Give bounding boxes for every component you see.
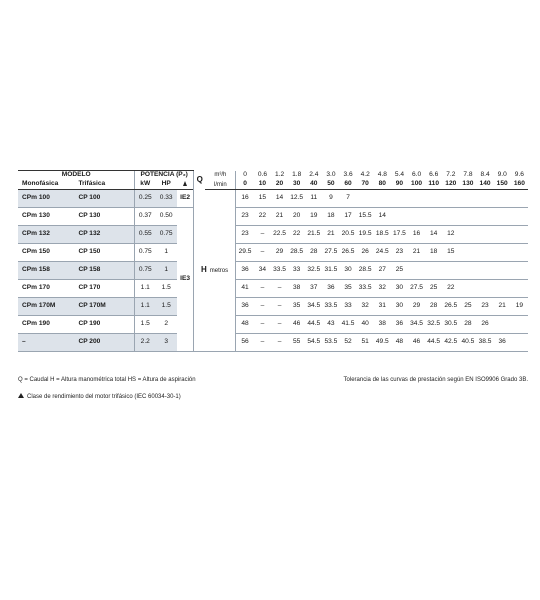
head-value: 31 (374, 298, 391, 316)
power-kw: 1.5 (135, 316, 155, 334)
power-kw: 0.37 (135, 208, 155, 226)
head-value: 26.5 (339, 244, 356, 262)
power-hp: 1 (155, 244, 177, 262)
ie2-class: IE2 (177, 190, 193, 208)
head-value: 28.5 (288, 244, 305, 262)
head-value: 48 (391, 334, 408, 352)
lmin-unit: l/min (205, 180, 235, 190)
head-value: 18 (322, 208, 339, 226)
head-value: 29 (408, 298, 425, 316)
flow-lmin-14: 140 (476, 180, 493, 190)
head-value: 15 (442, 244, 459, 262)
head-value (442, 190, 459, 208)
model-mono: CPm 100 (18, 190, 74, 208)
head-value (494, 280, 511, 298)
flow-lmin-1: 10 (254, 180, 271, 190)
head-value: 27.5 (408, 280, 425, 298)
head-value (391, 208, 408, 226)
head-value (459, 226, 476, 244)
power-hp: 3 (155, 334, 177, 352)
head-value (374, 190, 391, 208)
head-value: 43 (322, 316, 339, 334)
head-value (511, 262, 528, 280)
head-value: 14 (425, 226, 442, 244)
ie3-class: IE3 (177, 208, 193, 352)
model-mono: CPm 170 (18, 280, 74, 298)
head-value (357, 190, 374, 208)
table-row (18, 334, 528, 352)
head-value (511, 226, 528, 244)
head-value (408, 190, 425, 208)
model-tri: CP 170M (74, 298, 134, 316)
ie-class-icon (177, 180, 193, 190)
head-value: 26.5 (442, 298, 459, 316)
power-kw: 0.75 (135, 244, 155, 262)
head-value: 23 (391, 244, 408, 262)
head-value: 28 (459, 316, 476, 334)
head-value: 18 (425, 244, 442, 262)
head-value: 49.5 (374, 334, 391, 352)
head-value: 40.5 (459, 334, 476, 352)
flow-lmin-13: 130 (459, 180, 476, 190)
model-tri: CP 170 (74, 280, 134, 298)
head-value (459, 208, 476, 226)
power-kw: 0.55 (135, 226, 155, 244)
flow-m3h-4: 2.4 (309, 170, 319, 178)
kw-header: kW (135, 180, 155, 190)
head-value: 29 (271, 244, 288, 262)
head-value: 23 (476, 298, 493, 316)
power-hp: 2 (155, 316, 177, 334)
triangle-icon (18, 393, 24, 398)
flow-lmin-2: 20 (271, 180, 288, 190)
head-value: 54.5 (305, 334, 322, 352)
head-value (494, 190, 511, 208)
head-value: 36 (494, 334, 511, 352)
head-value: 28.5 (357, 262, 374, 280)
head-value: 16 (408, 226, 425, 244)
flow-lmin-7: 70 (357, 180, 374, 190)
tolerance-note: Tolerancia de las curvas de prestación según EN ISO9906 Grado 3B. (343, 377, 528, 383)
monofasica-header: Monofásica (18, 180, 74, 190)
head-value (459, 262, 476, 280)
potencia-header: POTENCIA (P₂) (135, 171, 193, 181)
head-value: 36 (322, 280, 339, 298)
head-value: 23 (236, 226, 254, 244)
motor-class-note: Clase de rendimiento del motor trifásico (IEC 60034-30-1) (27, 394, 181, 400)
flow-m3h-6: 3.6 (343, 170, 353, 178)
head-value: 21 (494, 298, 511, 316)
power-hp: 0.75 (155, 226, 177, 244)
head-value: 15.5 (357, 208, 374, 226)
head-value (425, 190, 442, 208)
head-value: 53.5 (322, 334, 339, 352)
head-value (494, 208, 511, 226)
head-value (425, 262, 442, 280)
power-kw: 1.1 (135, 280, 155, 298)
flow-lmin-0: 0 (236, 180, 254, 190)
model-tri: CP 100 (74, 190, 134, 208)
flow-m3h-3: 1.8 (292, 170, 302, 178)
head-value: 30 (391, 298, 408, 316)
power-hp: 1 (155, 262, 177, 280)
head-value: 23 (236, 208, 254, 226)
flow-lmin-9: 90 (391, 180, 408, 190)
model-tri: CP 130 (74, 208, 134, 226)
flow-m3h-9: 5.4 (394, 170, 404, 178)
head-value: 9 (322, 190, 339, 208)
model-mono: – (18, 334, 74, 352)
power-kw: 0.25 (135, 190, 155, 208)
model-tri: CP 200 (74, 334, 134, 352)
head-value: 20 (288, 208, 305, 226)
head-value (494, 262, 511, 280)
head-value (442, 262, 459, 280)
modelo-header: MODELO (18, 171, 135, 181)
head-value: 36 (391, 316, 408, 334)
head-value (511, 208, 528, 226)
legend-abbreviations: Q = Caudal H = Altura manométrica total HS = Altura de aspiración (18, 377, 196, 383)
head-value: 34.5 (305, 298, 322, 316)
flow-lmin-8: 80 (374, 180, 391, 190)
head-value (476, 280, 493, 298)
head-value: 46 (288, 316, 305, 334)
head-value (511, 316, 528, 334)
head-value (511, 334, 528, 352)
flow-lmin-5: 50 (322, 180, 339, 190)
head-value: 33 (339, 298, 356, 316)
model-tri: CP 132 (74, 226, 134, 244)
q-label: Q (193, 171, 205, 190)
flow-m3h-8: 4.8 (377, 170, 387, 178)
table-row (18, 244, 528, 262)
legend (18, 377, 528, 405)
table-row (18, 316, 528, 334)
power-kw: 2.2 (135, 334, 155, 352)
head-value: 37 (305, 280, 322, 298)
head-value: 35 (288, 298, 305, 316)
head-value: 19 (305, 208, 322, 226)
head-value: 32.5 (305, 262, 322, 280)
flow-m3h-10: 6.0 (411, 170, 422, 178)
flow-lmin-6: 60 (339, 180, 356, 190)
head-value: 12.5 (288, 190, 305, 208)
flow-lmin-3: 30 (288, 180, 305, 190)
trifasica-header: Trifásica (74, 180, 134, 190)
power-hp: 1.5 (155, 298, 177, 316)
metros-unit: metros (209, 268, 229, 275)
model-mono: CPm 170M (18, 298, 74, 316)
flow-m3h-7: 4.2 (360, 170, 370, 178)
head-value: 12 (442, 226, 459, 244)
head-value: 21.5 (305, 226, 322, 244)
head-value: 30 (391, 280, 408, 298)
head-value: 27 (374, 262, 391, 280)
head-value: – (271, 334, 288, 352)
model-tri: CP 190 (74, 316, 134, 334)
table-row (18, 226, 528, 244)
head-value: 34 (254, 262, 271, 280)
head-value: 42.5 (442, 334, 459, 352)
head-value: 26 (476, 316, 493, 334)
head-value: 22 (442, 280, 459, 298)
head-value: 17.5 (391, 226, 408, 244)
head-value: – (271, 316, 288, 334)
head-value: 28 (305, 244, 322, 262)
performance-table-sheet (18, 170, 528, 352)
head-value: 21 (322, 226, 339, 244)
head-value: 33 (288, 262, 305, 280)
flow-m3h-14: 8.4 (480, 170, 490, 178)
head-value (459, 190, 476, 208)
head-value (476, 208, 493, 226)
head-value: 26 (357, 244, 374, 262)
flow-lmin-11: 110 (425, 180, 442, 190)
head-value (476, 226, 493, 244)
flow-m3h-1: 0.6 (257, 170, 267, 178)
head-value: 27.5 (322, 244, 339, 262)
model-mono: CPm 150 (18, 244, 74, 262)
head-value (459, 244, 476, 262)
head-value (511, 190, 528, 208)
power-hp: 1.5 (155, 280, 177, 298)
flow-m3h-15: 9.0 (497, 170, 507, 178)
head-value: 19 (511, 298, 528, 316)
model-mono: CPm 132 (18, 226, 74, 244)
flow-m3h-12: 7.2 (446, 170, 456, 178)
head-value: 25 (391, 262, 408, 280)
head-value: 25 (459, 298, 476, 316)
model-mono: CPm 130 (18, 208, 74, 226)
head-value: 25 (425, 280, 442, 298)
head-label-cell (193, 190, 235, 352)
head-value: – (271, 298, 288, 316)
model-mono: CPm 158 (18, 262, 74, 280)
hp-header: HP (155, 180, 177, 190)
head-value (442, 208, 459, 226)
head-value: 38.5 (476, 334, 493, 352)
head-value: 38 (288, 280, 305, 298)
head-value: 34.5 (408, 316, 425, 334)
table-row (18, 280, 528, 298)
table-row (18, 262, 528, 280)
flow-lmin-16: 160 (511, 180, 528, 190)
flow-m3h-2: 1.2 (274, 170, 285, 178)
flow-lmin-10: 100 (408, 180, 425, 190)
power-kw: 1.1 (135, 298, 155, 316)
head-value: 51 (357, 334, 374, 352)
head-value: 32 (374, 280, 391, 298)
head-value: 21 (408, 244, 425, 262)
head-value: 40 (357, 316, 374, 334)
head-value: 55 (288, 334, 305, 352)
head-value (476, 262, 493, 280)
head-value: 35 (339, 280, 356, 298)
head-value: 16 (236, 190, 254, 208)
flow-lmin-15: 150 (494, 180, 511, 190)
head-value: 32 (357, 298, 374, 316)
head-value: 29.5 (236, 244, 254, 262)
head-value (494, 244, 511, 262)
head-value (511, 244, 528, 262)
flow-m3h-5: 3.0 (326, 170, 336, 178)
flow-lmin-12: 120 (442, 180, 459, 190)
head-value: 32.5 (425, 316, 442, 334)
head-value: 41 (236, 280, 254, 298)
h-label: H (200, 265, 207, 275)
model-tri: CP 150 (74, 244, 134, 262)
head-value (476, 244, 493, 262)
head-value (408, 208, 425, 226)
head-value: 31.5 (322, 262, 339, 280)
head-value: 22 (288, 226, 305, 244)
head-value (494, 226, 511, 244)
head-value: 22 (254, 208, 271, 226)
performance-table (18, 170, 528, 352)
head-value: – (254, 316, 271, 334)
head-value: 19.5 (357, 226, 374, 244)
head-value: – (254, 298, 271, 316)
model-mono: CPm 190 (18, 316, 74, 334)
head-value: 17 (339, 208, 356, 226)
head-value: 36 (236, 262, 254, 280)
head-value: 33.5 (322, 298, 339, 316)
head-value: 21 (271, 208, 288, 226)
head-value (391, 190, 408, 208)
head-value: 24.5 (374, 244, 391, 262)
head-value: 33.5 (357, 280, 374, 298)
model-tri: CP 158 (74, 262, 134, 280)
head-value: 52 (339, 334, 356, 352)
table-row (18, 208, 528, 226)
head-value: 33.5 (271, 262, 288, 280)
head-value: 30.5 (442, 316, 459, 334)
head-value (408, 262, 425, 280)
flow-m3h-0: 0 (236, 171, 254, 181)
head-value: 44.5 (305, 316, 322, 334)
head-value: – (254, 334, 271, 352)
head-value: 7 (339, 190, 356, 208)
power-hp: 0.33 (155, 190, 177, 208)
head-value: – (254, 226, 271, 244)
head-value: 28 (425, 298, 442, 316)
head-value: 18.5 (374, 226, 391, 244)
head-value: 46 (408, 334, 425, 352)
head-value: 20.5 (339, 226, 356, 244)
head-value: 11 (305, 190, 322, 208)
head-value: – (271, 280, 288, 298)
head-value: 44.5 (425, 334, 442, 352)
head-value (476, 190, 493, 208)
head-value: 36 (236, 298, 254, 316)
flow-m3h-11: 6.6 (429, 170, 439, 178)
head-value (459, 280, 476, 298)
head-value: – (254, 280, 271, 298)
head-value: 56 (236, 334, 254, 352)
head-value: 48 (236, 316, 254, 334)
head-value: 30 (339, 262, 356, 280)
m3h-unit: m³/h (214, 172, 227, 179)
flow-m3h-13: 7.8 (463, 170, 473, 178)
head-value: – (254, 244, 271, 262)
head-value (425, 208, 442, 226)
head-value (511, 280, 528, 298)
table-row (18, 190, 528, 208)
head-value (494, 316, 511, 334)
power-kw: 0.75 (135, 262, 155, 280)
head-value: 22.5 (271, 226, 288, 244)
head-value: 41.5 (339, 316, 356, 334)
head-value: 15 (254, 190, 271, 208)
table-row (18, 298, 528, 316)
power-hp: 0.50 (155, 208, 177, 226)
head-value: 38 (374, 316, 391, 334)
head-value: 14 (374, 208, 391, 226)
flow-m3h-16: 9.6 (514, 170, 524, 178)
flow-lmin-4: 40 (305, 180, 322, 190)
head-value: 14 (271, 190, 288, 208)
